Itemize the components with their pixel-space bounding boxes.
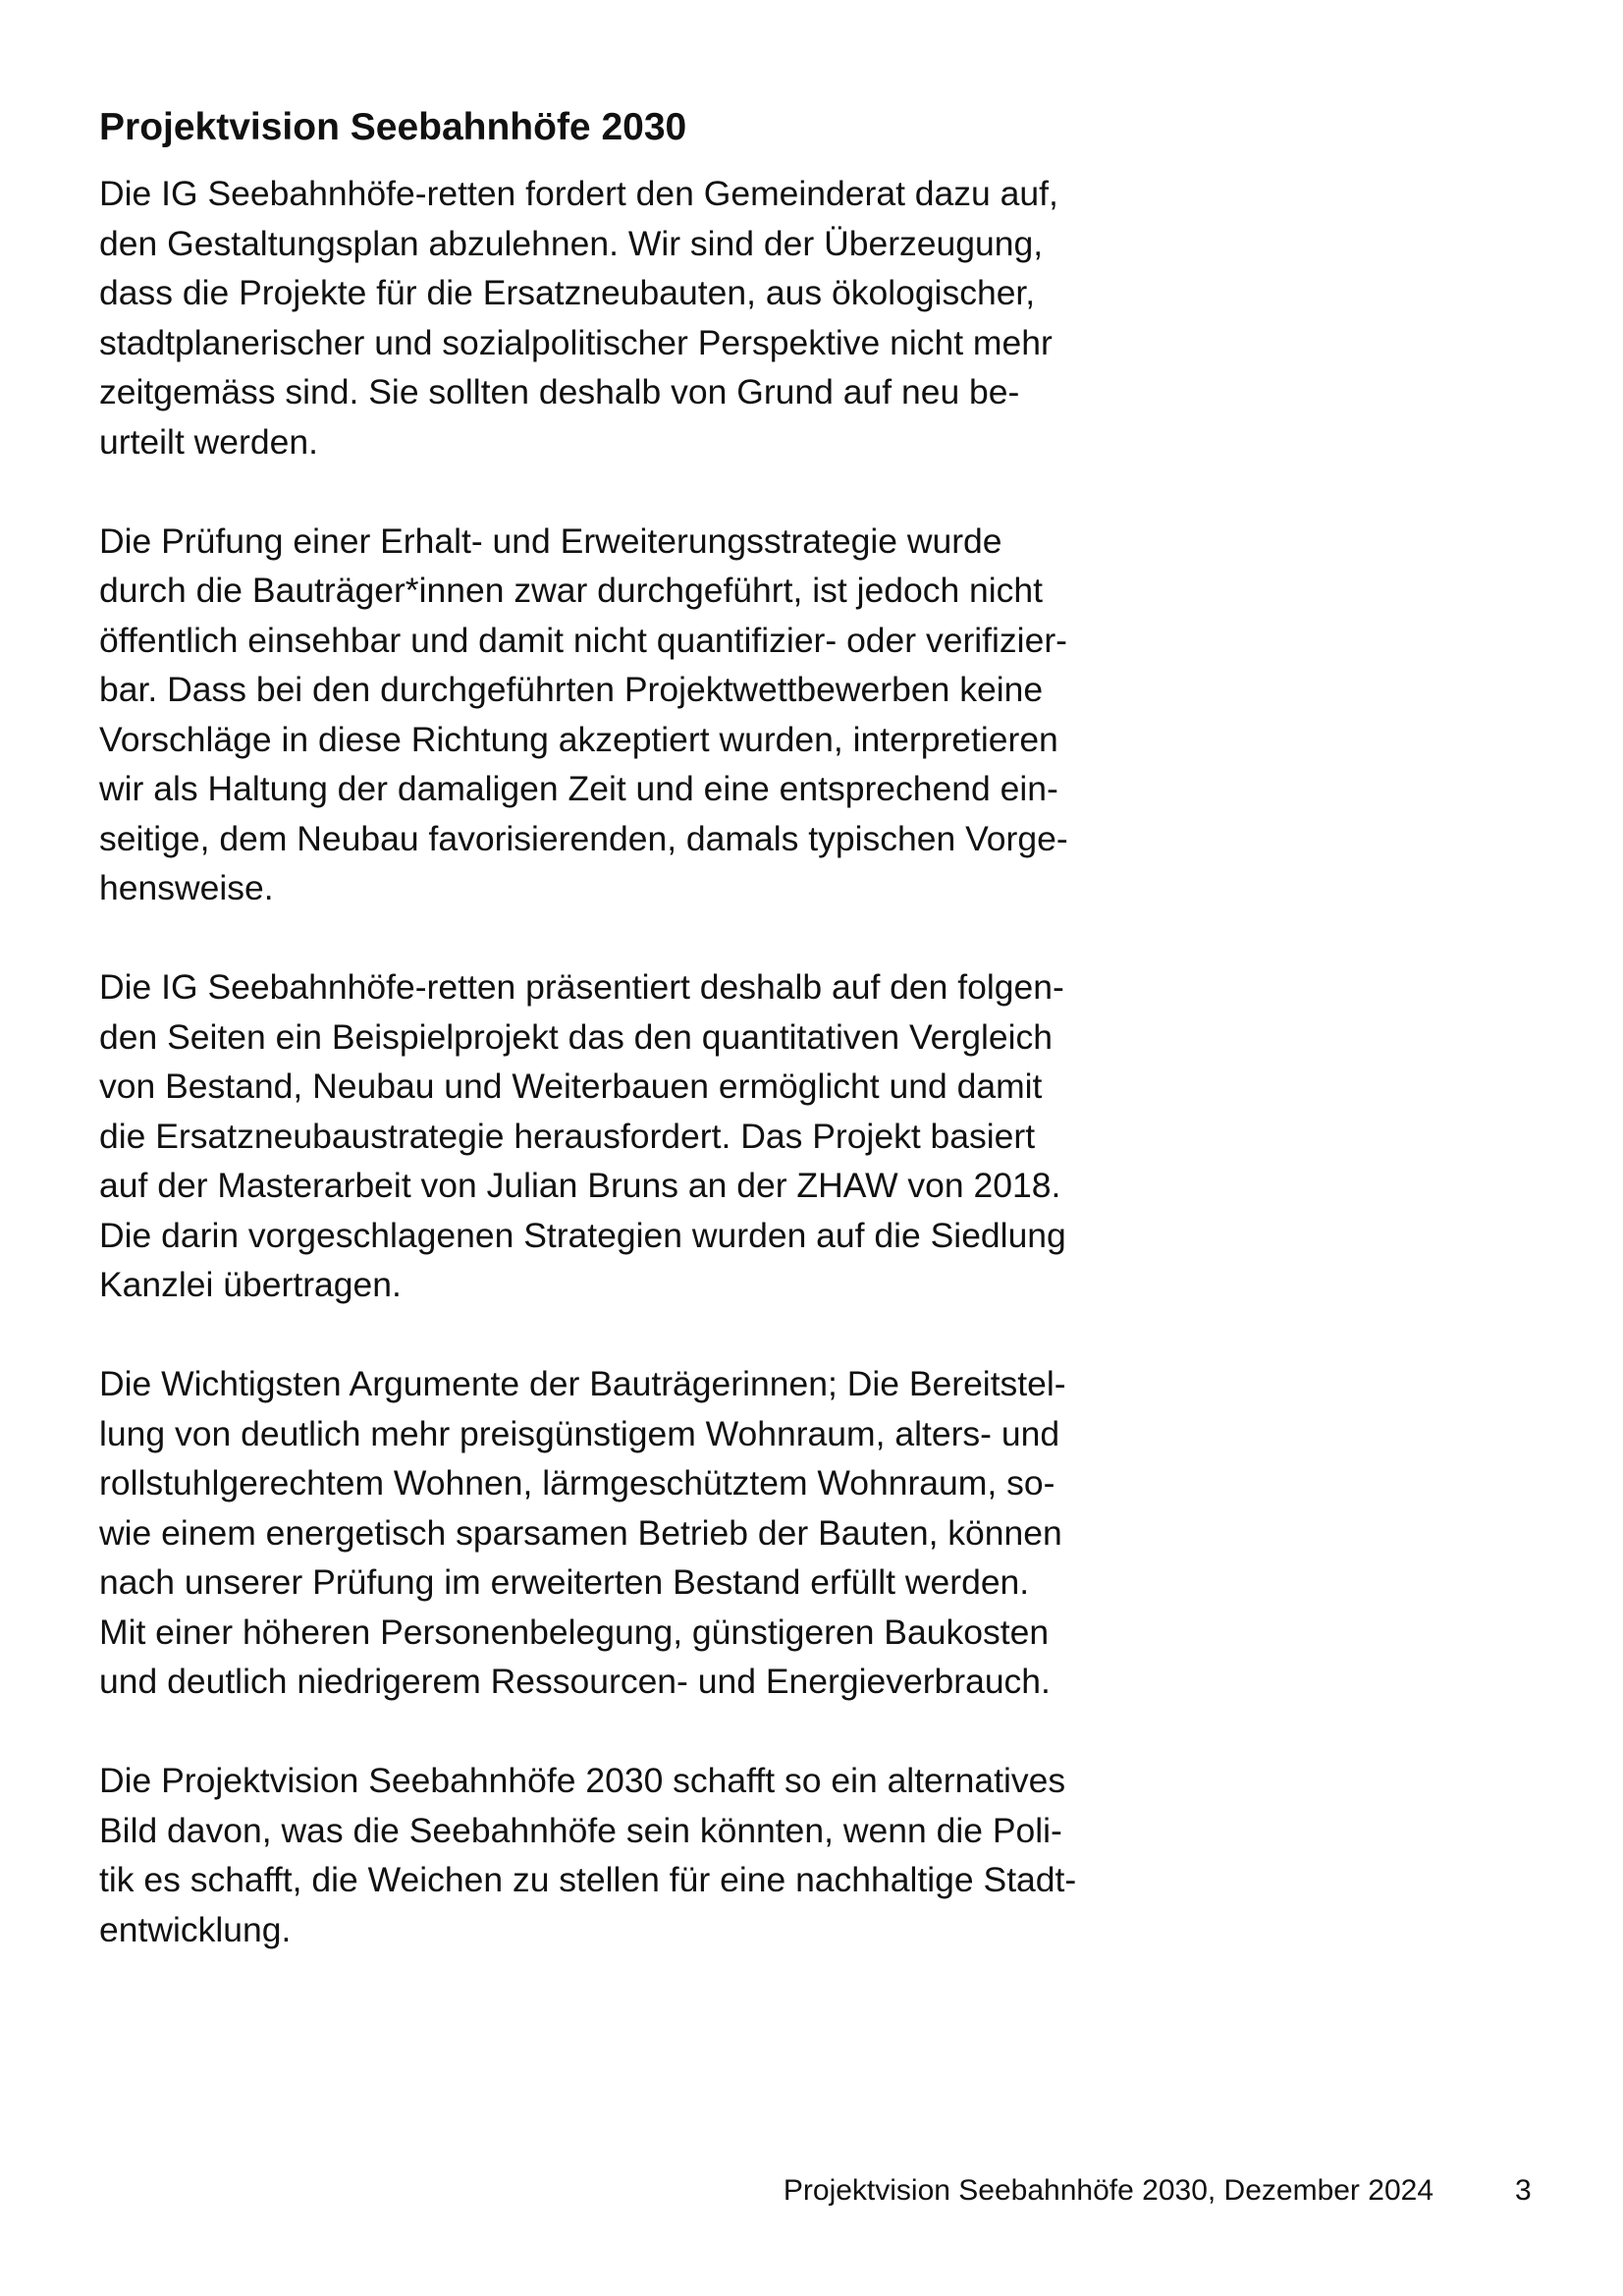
text-line: den Gestaltungsplan abzulehnen. Wir sind der Überzeugung, xyxy=(99,223,1044,263)
text-line: seitige, dem Neubau favorisierenden, damals typischen Vorge- xyxy=(99,818,1068,858)
text-line: bar. Dass bei den durchgeführten Projektwettbewerben keine xyxy=(99,670,1044,709)
text-line: Vorschläge in diese Richtung akzeptiert wurden, interpretieren xyxy=(99,719,1058,759)
text-line: den Seiten ein Beispielprojekt das den quantitativen Vergleich xyxy=(99,1016,1053,1057)
text-line: Die IG Seebahnhöfe-retten fordert den Gemeinderat dazu auf, xyxy=(99,174,1058,213)
paragraph-intro xyxy=(99,169,1199,466)
paragraph-vision xyxy=(99,1756,1199,1954)
text-line: auf der Masterarbeit von Julian Bruns an der ZHAW von 2018. xyxy=(99,1166,1061,1205)
page-content xyxy=(99,96,1199,2004)
text-line: Kanzlei übertragen. xyxy=(99,1265,402,1304)
text-line: Die IG Seebahnhöfe-retten präsentiert deshalb auf den folgen- xyxy=(99,967,1064,1007)
paragraph-example-project xyxy=(99,962,1199,1310)
text-line: nach unserer Prüfung im erweiterten Bestand erfüllt werden. xyxy=(99,1562,1030,1602)
text-line: öffentlich einsehbar und damit nicht quantifizier- oder verifizier- xyxy=(99,620,1067,660)
text-line: zeitgemäss sind. Sie sollten deshalb von Grund auf neu be- xyxy=(99,372,1020,411)
text-line: Die Projektvision Seebahnhöfe 2030 schafft so ein alternatives xyxy=(99,1761,1066,1800)
page-number: 3 xyxy=(1515,2174,1532,2207)
text-line: stadtplanerischer und sozialpolitischer Perspektive nicht mehr xyxy=(99,322,1053,362)
text-line: dass die Projekte für die Ersatzneubauten, aus ökologischer, xyxy=(99,273,1036,312)
text-line: wir als Haltung der damaligen Zeit und eine entsprechend ein- xyxy=(99,769,1058,808)
text-line: lung von deutlich mehr preisgünstigem Wohnraum, alters- und xyxy=(99,1413,1060,1453)
text-line: Bild davon, was die Seebahnhöfe sein könnten, wenn die Poli- xyxy=(99,1810,1062,1850)
text-line: tik es schafft, die Weichen zu stellen für eine nachhaltige Stadt- xyxy=(99,1860,1077,1899)
text-line: durch die Bauträger*innen zwar durchgeführt, ist jedoch nicht xyxy=(99,571,1044,610)
text-line: von Bestand, Neubau und Weiterbauen ermöglicht und damit xyxy=(99,1066,1043,1106)
text-line: Die Wichtigsten Argumente der Bauträgerinnen; Die Bereitstel- xyxy=(99,1364,1066,1403)
page-footer xyxy=(0,2171,1623,2211)
footer-title: Projektvision Seebahnhöfe 2030, Dezember 2024 xyxy=(783,2174,1434,2207)
text-line: hensweise. xyxy=(99,868,274,907)
text-line: entwicklung. xyxy=(99,1909,292,1949)
text-line: wie einem energetisch sparsamen Betrieb der Bauten, können xyxy=(99,1512,1062,1553)
text-line: Die Prüfung einer Erhalt- und Erweiterungsstrategie wurde xyxy=(99,520,1002,561)
page-title: Projektvision Seebahnhöfe 2030 xyxy=(99,106,687,148)
text-line: und deutlich niedrigerem Ressourcen- und Energieverbrauch. xyxy=(99,1662,1051,1701)
text-line: urteilt werden. xyxy=(99,421,318,462)
text-line: die Ersatzneubaustrategie herausfordert. Das Projekt basiert xyxy=(99,1116,1036,1156)
text-line: rollstuhlgerechtem Wohnen, lärmgeschütztem Wohnraum, so- xyxy=(99,1463,1055,1503)
text-line: Die darin vorgeschlagenen Strategien wurden auf die Siedlung xyxy=(99,1215,1066,1255)
paragraph-arguments xyxy=(99,1359,1199,1707)
paragraph-strategy-review xyxy=(99,517,1199,913)
text-line: Mit einer höheren Personenbelegung, günstigeren Baukosten xyxy=(99,1612,1050,1652)
